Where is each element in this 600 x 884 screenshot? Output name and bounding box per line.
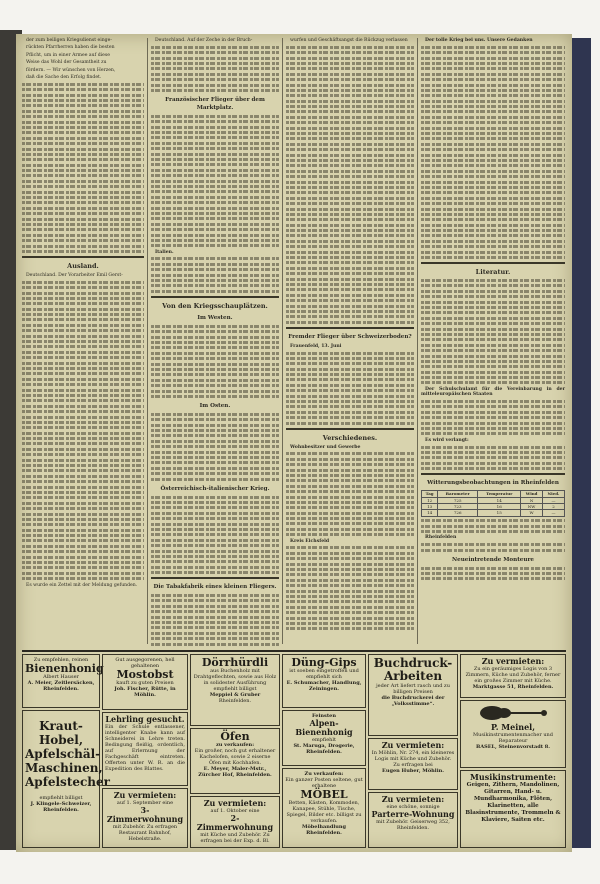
ad-contact: Eugen Huber, Möhlin. — [382, 768, 444, 774]
ad-contact: St. Maruga, Drogerie, Rheinfelden. — [293, 743, 355, 755]
ad-buchdruck — [368, 654, 458, 736]
table-cell: 16 — [478, 503, 521, 509]
ad-text: Ein großer, noch gut erhaltener Kachelofen, sowie 2 eiserne Öfen mit Kochhafen. — [194, 748, 276, 766]
ad-text: Betten, Kästen, Kommoden, Kanapee, Stühle, Tische, Spiegel, Bilder etc. billigst zu verkaufen. — [286, 800, 362, 824]
newspaper-page — [16, 34, 572, 852]
ad-contact: Rheinfelden. — [218, 698, 252, 704]
advertisements-area — [22, 650, 566, 850]
ad-title: Öfen — [220, 730, 250, 743]
ad-title: Zu vermieten: — [113, 790, 177, 800]
weather-table-header: Tag — [422, 491, 438, 497]
ad-title: Parterre-Wohnung — [371, 809, 455, 819]
ad-text: Gut ausgegorenen, hell gehaltenen — [115, 657, 175, 669]
ad-text: Zu verkaufen: — [304, 771, 344, 777]
ad-title: Dörrhürdli — [201, 656, 269, 669]
subheading-school: Der Schulschulamt für die Vereinbarung in der mitteleuropäischen Staaten — [421, 386, 565, 398]
ad-moebel — [282, 768, 366, 848]
ad-title: Zu vermieten: — [381, 794, 445, 804]
subheading-tobacco-factory: Die Tabakfabrik eines kleinen Fliegers. — [153, 584, 277, 591]
table-row — [422, 510, 565, 516]
ad-bienenhonig — [22, 654, 104, 708]
ad-text: Albert Hauser — [43, 674, 79, 680]
ad-title: Alpen-Bienenhonig — [295, 718, 353, 737]
ad-text: Feinsten — [312, 713, 336, 719]
section-heading-misc: Verschiedenes. — [322, 433, 378, 442]
misc-subheading: Kreis Eichsfeld — [290, 538, 330, 544]
ad-text: Meppiel & Gruber — [209, 692, 261, 698]
intro-line: rückten Pfarrherren haben die besten — [26, 45, 115, 51]
subheading-west: Im Westen. — [197, 314, 233, 321]
ad-text: zu verkaufen: — [215, 742, 255, 748]
ad-title: Lehrling gesucht. — [105, 714, 185, 724]
ad-text: Ein der Schule entlassener, intelligenter Knabe kann auf Schneiderei in Lehre treten. Bedingung fleißig, ordentlich, auf Erlernung der Fachgeschäft eintreten. Offerten unter W. R. an die Expedition des Blattes. — [105, 724, 185, 772]
ad-title: Musikinstrumente: — [470, 772, 556, 782]
ad-title: Mostobst — [116, 668, 174, 681]
ad-contact: mit Zubehör. Zu erfragen Restaurant Bahnhof, Hebelstraße. — [112, 824, 178, 842]
ad-text: Zu empfehlen, reinen — [33, 657, 89, 663]
weather-table-header: Temperatur — [478, 491, 521, 497]
ad-title: Zu vermieten: — [203, 798, 267, 808]
weather-table-header: Wind — [521, 491, 543, 497]
ad-title: Buchdruck-Arbeiten — [373, 656, 453, 683]
intro-line: daß die Sache den Erfolg findet. — [26, 75, 102, 81]
ad-parterre — [368, 792, 458, 848]
column-2 — [151, 38, 279, 644]
column-3 — [286, 38, 414, 644]
ad-text: kauft zu guten Preisen — [116, 680, 174, 686]
ad-alpen-honig — [282, 710, 366, 766]
ad-contact: die Buchdruckerei der „Volksstimme“. — [381, 695, 445, 707]
table-cell: 725 — [438, 497, 478, 503]
ad-text: auf 1. September eine — [116, 800, 174, 806]
column-lead: Der tolle Krieg bei uns. Unsere Gedanken — [425, 38, 533, 43]
table-cell: 13 — [422, 503, 438, 509]
ad-text: Musikinstrumentenmacher und Reparateur — [473, 732, 553, 744]
ad-text: Zu ein geräumiges Logis von 3 Zimmern, Küche und Zubehör, ferner ein großes Zimmer mit Küche. — [465, 666, 561, 684]
intro-line: Weise das Wohl der Gesamtheit zu — [26, 60, 107, 66]
ad-contact: J. Klingele-Schweizer, Rheinfelden. — [30, 801, 92, 813]
subheading-east: Im Osten. — [199, 402, 231, 409]
ad-contact: E. Meyer, Maler-Mstr., Zürcher Hof, Rheinfelden. — [198, 766, 272, 778]
ad-3-zimmer — [102, 788, 188, 848]
ad-title: MÖBEL — [300, 788, 348, 801]
ad-logis-moehlin — [368, 738, 458, 790]
ad-title: Bienenhonig — [25, 662, 104, 675]
ad-contact: mit Zubehör. Geiserweg 352, Rheinfelden. — [376, 819, 450, 831]
footer-heading: Neueintretende Monteure — [452, 556, 534, 563]
ad-contact: A. Meier, Zeitlersäcken, Rheinfelden. — [27, 680, 95, 692]
weather-table-header: Barometer — [438, 491, 478, 497]
ad-text: aus Buchenholz mit Drahtgeflechten, sowie aus Holz in solidester Ausführung empfiehlt billigst — [193, 668, 277, 692]
ad-contact: Möbelhandlung Rheinfelden. — [301, 824, 347, 836]
ad-musikinstrumente — [460, 770, 566, 848]
ad-oefen — [190, 728, 280, 794]
table-cell: N — [521, 497, 543, 503]
table-cell: 15 — [478, 510, 521, 516]
weather-table — [421, 490, 565, 517]
column-lead: wurfen und Geschäftsangst die Rückzug verlassen — [290, 38, 408, 43]
ad-text: In Möhlin, Nr. 274, ein kleineres Logis mit Küche und Zubehör. Zu erfragen bei — [371, 750, 455, 768]
ad-title: 2-Zimmerwohnung — [196, 813, 274, 832]
intro-line: der zum beiligen Kriegsdienst einge- — [26, 38, 112, 43]
ad-text: Geigen, Zithern, Mandolinen, Gitarren, Hand- u. Mundharmonika, Flöten, Klarinetten, alle Blasinstrumente, Trommeln & Klaviere, Saiten etc. — [465, 782, 561, 823]
section-heading-literatur: Literatur. — [475, 268, 511, 277]
ad-title: Zu vermieten: — [481, 656, 545, 666]
ad-doerrhuerdli — [190, 654, 280, 726]
ad-text: empfiehlt billigst — [39, 795, 83, 801]
table-cell: 12 — [422, 497, 438, 503]
subheading-wanted: Es wird verlangt: — [425, 437, 469, 443]
ad-title: Kraut-Hobel, Apfelschäl-Maschinen, Apfelstecher — [25, 719, 110, 789]
ad-text: jeder Art liefert rasch und zu billigen Preisen — [376, 683, 450, 695]
ad-text: auf 1. Oktober eine — [210, 808, 260, 814]
column-4 — [421, 38, 565, 644]
ad-2-zimmer — [190, 796, 280, 848]
ad-duengips — [282, 654, 366, 708]
ad-lehrling — [102, 712, 188, 786]
intro-line: fördern. — Wir wünschen von Herzen, — [26, 67, 116, 73]
footer-title: Rheinfelden — [425, 535, 457, 541]
table-cell: 726 — [438, 510, 478, 516]
closing-line: Es wurde ein Zettel mit der Meldung gefunden. — [26, 582, 138, 588]
table-cell: 2 — [542, 503, 564, 509]
misc-subheading: Wohnbesitzer und Gewerbe — [290, 444, 361, 450]
column-1 — [22, 38, 144, 644]
table-cell: — — [542, 510, 564, 516]
dateline: Frauenfeld, 13. Juni — [290, 343, 342, 349]
ad-contact: E. Schumacher, Handlung, Zeiningen. — [286, 680, 362, 692]
ad-title: P. Meinel, — [491, 722, 535, 732]
subheading-french-flier: Französischer Flieger über dem Marktplatz. — [165, 96, 265, 111]
ad-title: Zu vermieten: — [381, 740, 445, 750]
ad-text: eine schöne, sonnige — [386, 804, 440, 810]
ad-title: 3-Zimmerwohnung — [106, 805, 184, 824]
section-heading-war-fronts: Von den Kriegsschauplätzen. — [162, 301, 268, 310]
intro-line: Pflicht, um in einer Armee auf diese — [26, 52, 110, 58]
table-cell: NW — [521, 503, 543, 509]
ad-contact: BASEL, Steinenvorstadt 8. — [476, 744, 550, 750]
table-cell: — — [542, 497, 564, 503]
ad-contact: Joh. Fischer, Rütte, in Möhlin. — [114, 686, 176, 698]
subheading-italien: Italien. — [155, 249, 174, 255]
column-lead: Deutschland. Auf der Zeche in der Bruch- — [155, 38, 253, 43]
table-cell: 723 — [438, 503, 478, 509]
violin-icon — [478, 704, 548, 722]
table-cell: W — [521, 510, 543, 516]
section-lead: Deutschland. Der Vorarbeiter Emil Gerst- — [26, 272, 123, 278]
ad-title: Düng-Gips — [291, 656, 357, 669]
ad-mostobst — [102, 654, 188, 710]
subheading-austro-italian-war: Österreichisch-italienischer Krieg. — [160, 485, 270, 492]
ad-text: Ein ganzer Posten seltene, gut erhaltene — [285, 777, 363, 789]
weather-table-header: Nied. — [542, 491, 564, 497]
ad-logis-marktgasse — [460, 654, 566, 698]
section-heading-ausland: Ausland. — [67, 261, 99, 270]
subheading-foreign-flier: Fremder Flieger über Schweizerboden? — [288, 333, 412, 340]
ad-contact: Marktgasse 51, Rheinfelden. — [472, 684, 554, 690]
ad-contact: mit Küche und Zubehör. Zu erfragen bei der Exp. d. Bl. — [200, 832, 270, 844]
table-cell: 14 — [422, 510, 438, 516]
table-cell: 14 — [478, 497, 521, 503]
ad-text: ist soeben eingetroffen und empfiehlt sich — [289, 668, 359, 680]
ad-meinel — [460, 700, 566, 768]
ad-kraut-hobel — [22, 710, 110, 848]
ad-text: empfiehlt — [311, 737, 337, 743]
weather-table-title: Witterungsbeobachtungen in Rheinfelden — [427, 480, 559, 487]
